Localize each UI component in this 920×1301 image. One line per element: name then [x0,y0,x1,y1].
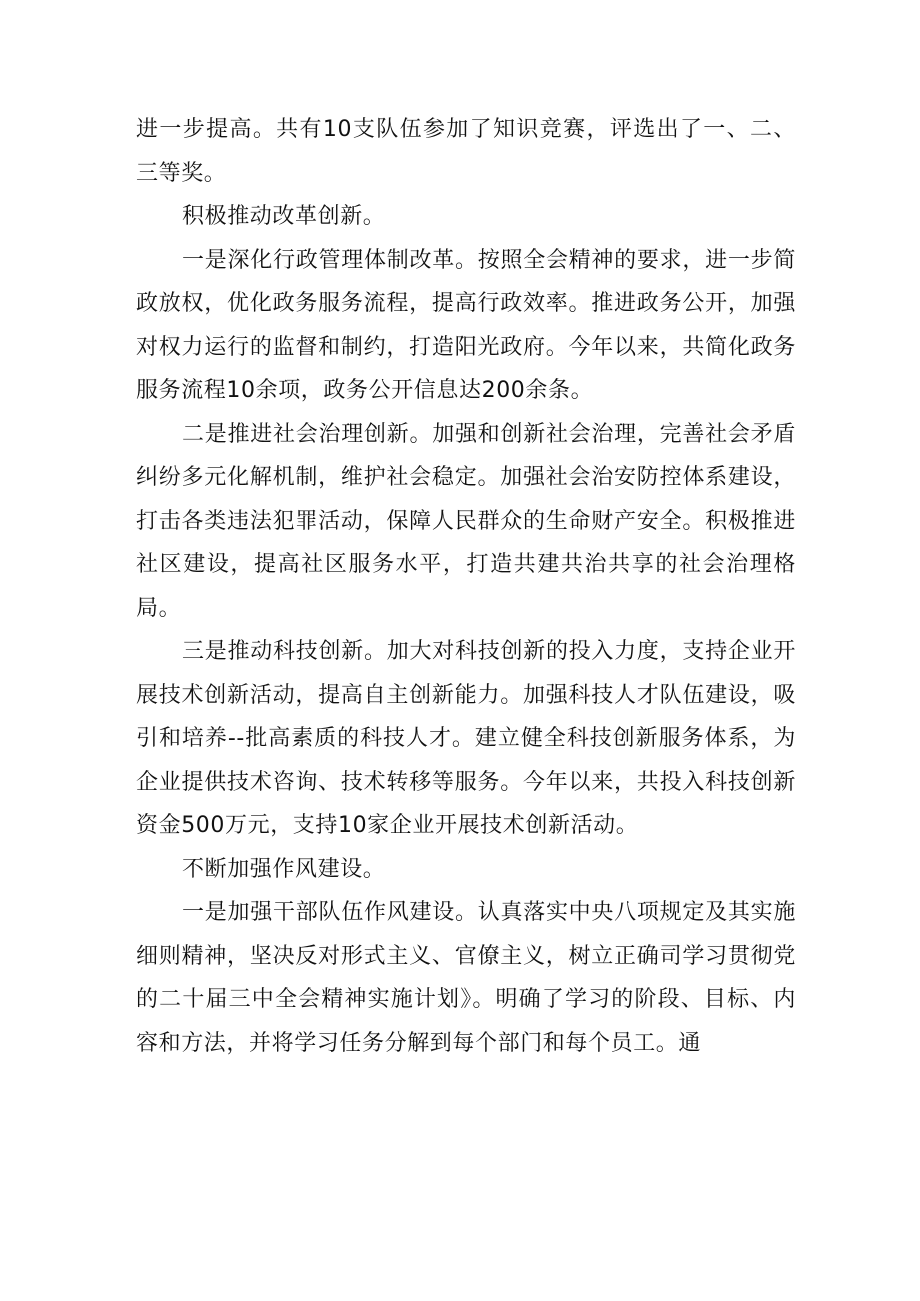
paragraph-cadre-style: 一是加强干部队伍作风建设。认真落实中央八项规定及其实施细则精神，坚决反对形式主义、官僚主义，树立正确司学习贯彻党的二十届三中全会精神实施计划》。明确了学习的阶段、目标、内容和方法，并将学习任务分解到每个部门和每个员工。通 [136,900,796,1056]
paragraph-social-governance: 二是推进社会治理创新。加强和创新社会治理，完善社会矛盾纠纷多元化解机制，维护社会稳定。加强社会治安防控体系建设，打击各类违法犯罪活动，保障人民群众的生命财产安全。积极推进社区建设，提高社区服务水平，打造共建共治共享的社会治理格局。 [136,421,796,621]
section-heading-work-style: 不断加强作风建设。 [182,856,386,882]
paragraph-admin-reform: 一是深化行政管理体制改革。按照全会精神的要求，进一步简政放权，优化政务服务流程，提高行政效率。推进政务公开，加强对权力运行的监督和制约，打造阳光政府。今年以来，共简化政务服务流程10余项，政务公开信息达200余条。 [136,247,796,403]
document-body [136,108,796,1065]
paragraph-tech-innovation: 三是推动科技创新。加大对科技创新的投入力度，支持企业开展技术创新活动，提高自主创新能力。加强科技人才队伍建设，吸引和培养--批高素质的科技人才。建立健全科技创新服务体系，为企业提供技术咨询、技术转移等服务。今年以来，共投入科技创新资金500万元，支持10家企业开展技术创新活动。 [136,639,796,838]
paragraph-continuation: 进一步提高。共有10支队伍参加了知识竞赛，评选出了一、二、三等奖。 [136,117,796,186]
section-heading-reform: 积极推动改革创新。 [182,204,386,229]
